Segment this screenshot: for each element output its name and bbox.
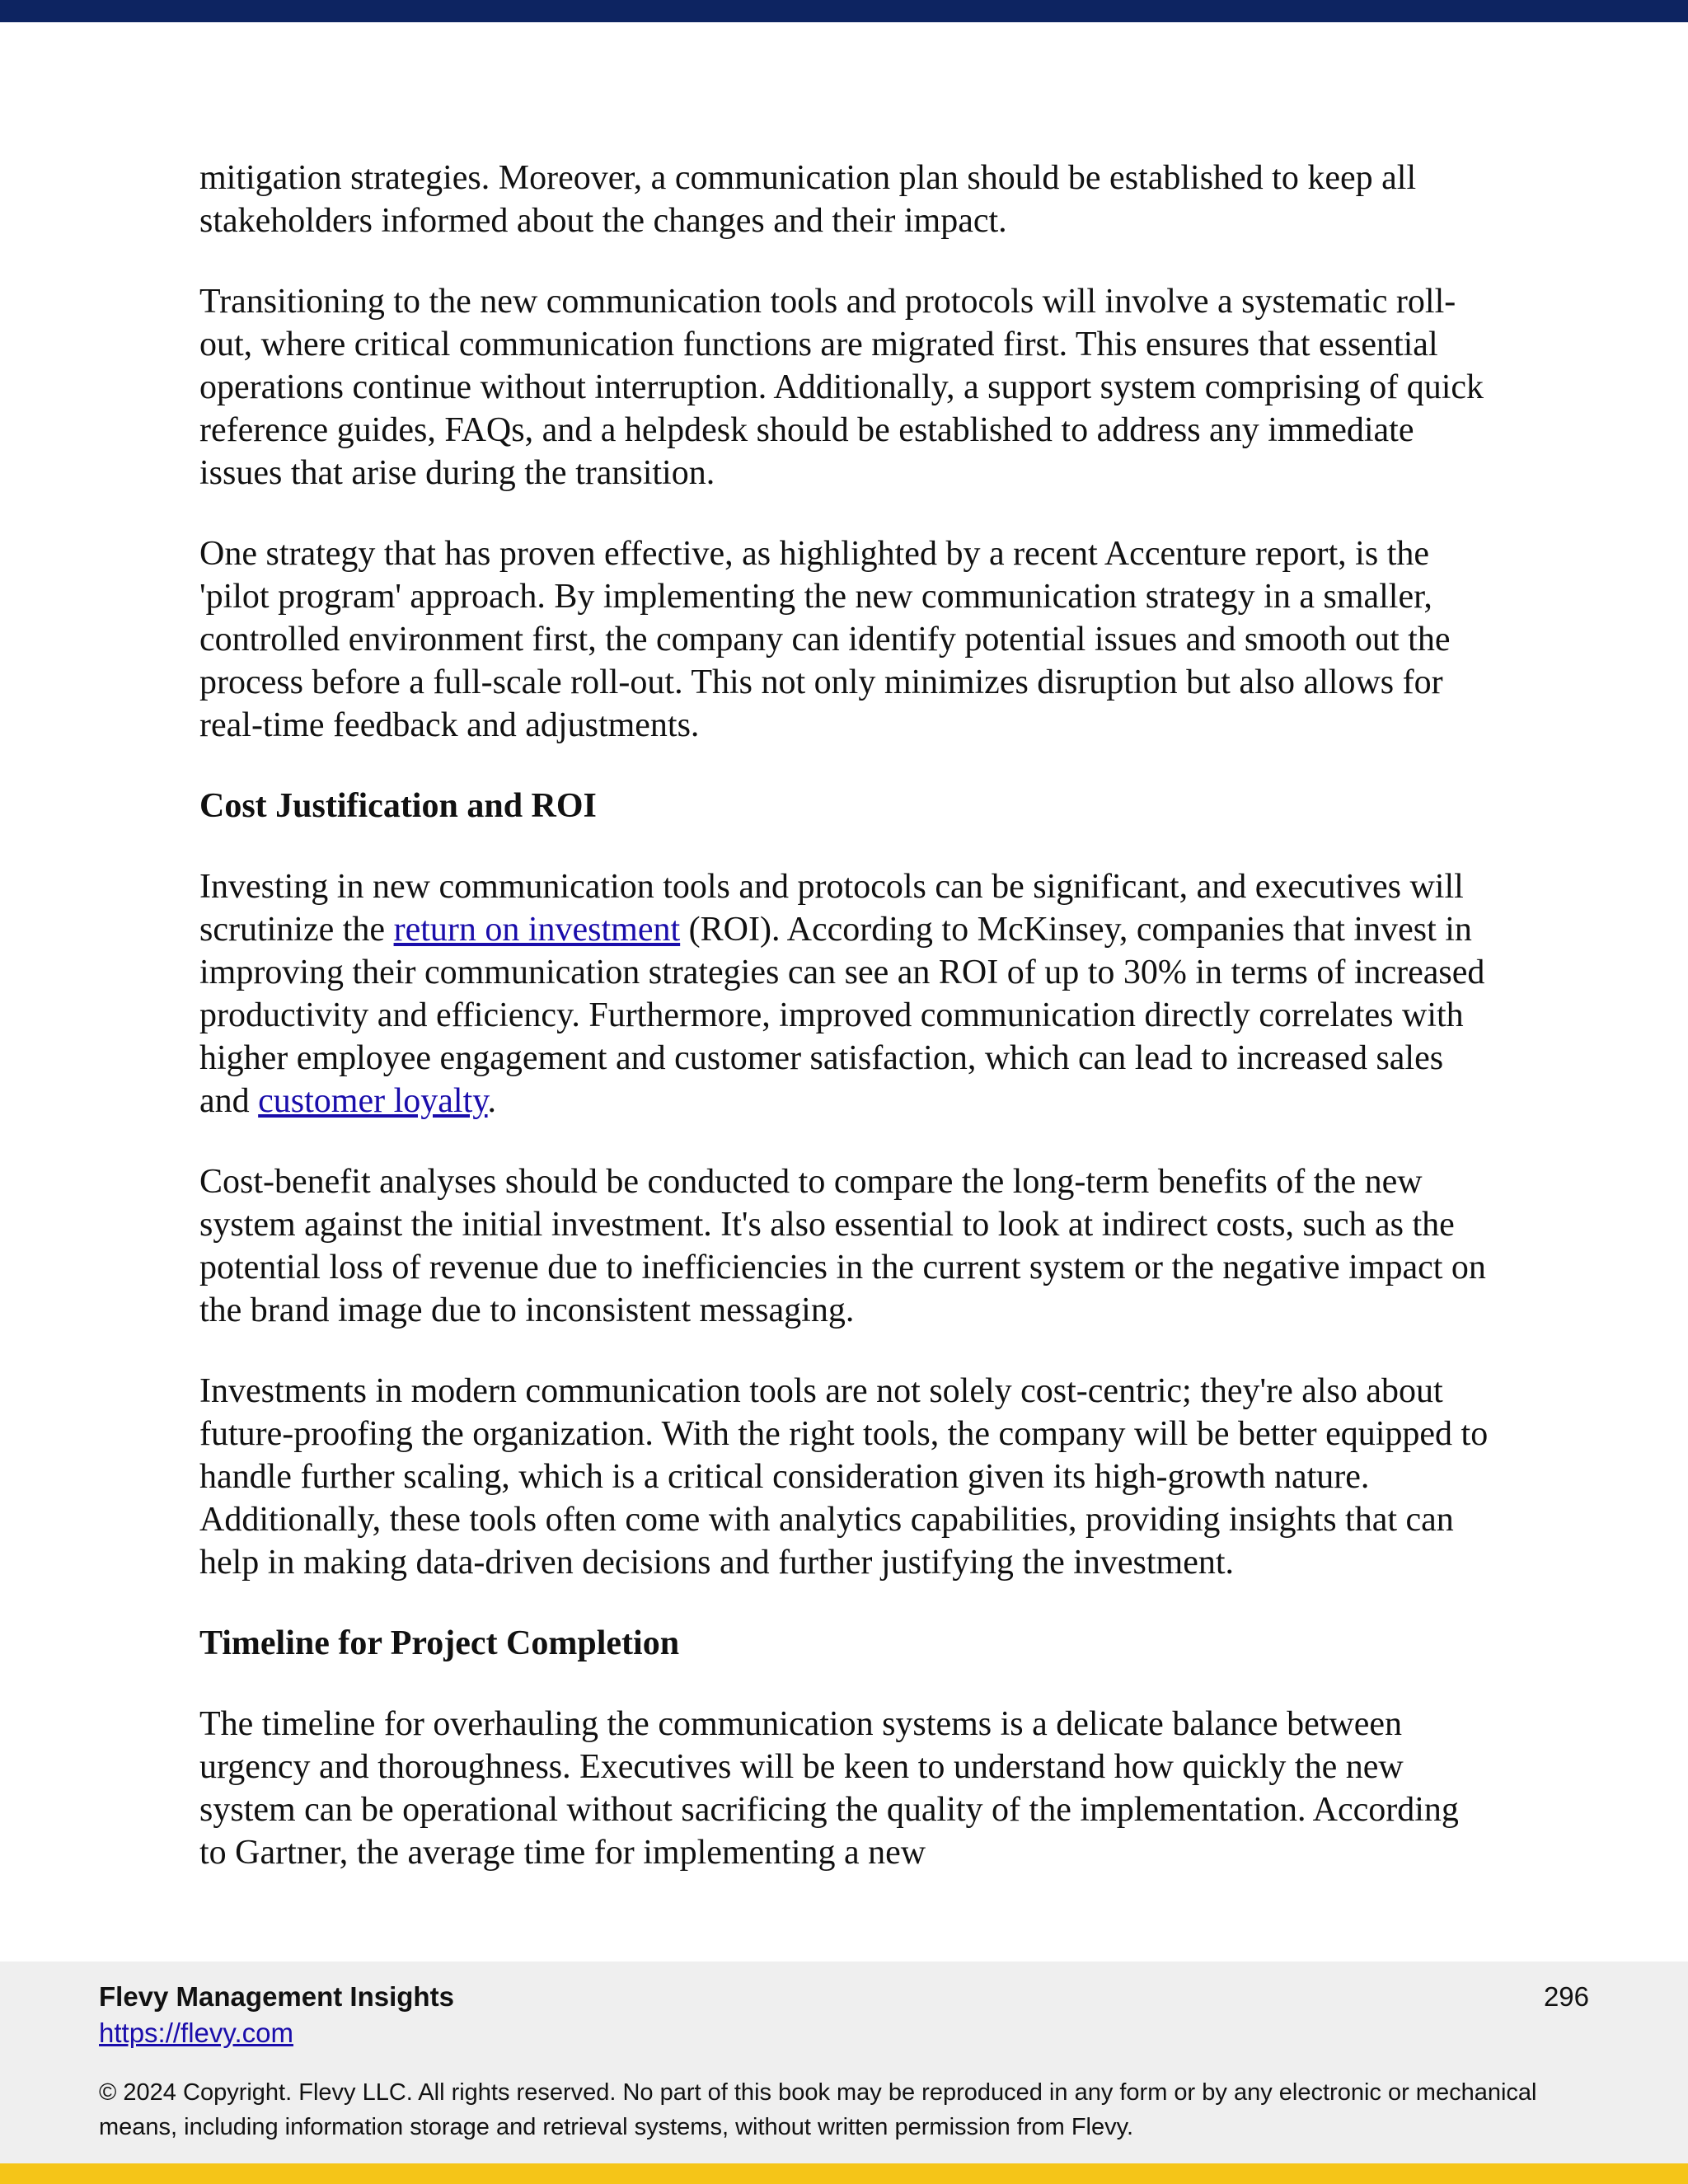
paragraph: The timeline for overhauling the communication systems is a delicate balance between urgency and thoroughness. Executives will be keen to understand how quickly the new system can be operational without sacrificing the quality of the implementation. According to Gartner, the average time for implementing a new — [199, 1705, 1459, 1872]
page-body — [199, 157, 1493, 1912]
paragraph: mitigation strategies. Moreover, a communication plan should be established to keep all stakeholders informed about the changes and their impact. — [199, 159, 1417, 240]
paragraph — [199, 865, 1493, 1122]
section-heading-timeline: Timeline for Project Completion — [199, 1624, 680, 1662]
page-footer — [0, 1961, 1688, 2163]
paragraph-text: Investing in new communication tools and protocols can be significant, and executives will scrutinize the — [199, 868, 1464, 949]
paragraph: One strategy that has proven effective, as highlighted by a recent Accenture report, is the 'pilot program' approach. By implementing the new communication strategy in a smaller, controlled environment first, the company can identify potential issues and smooth out the process before a full-scale roll-out. This not only minimizes disruption but also allows for real-time feedback and adjustments. — [199, 535, 1451, 744]
paragraph-text: (ROI). According to McKinsey, companies that invest in improving their communication strategies can see an ROI of up to 30% in terms of increased productivity and efficiency. Furthermore, improved communication directly correlates with higher employee engagement and customer satisfaction, which can lead to increased sales and — [199, 911, 1485, 1120]
paragraph: Transitioning to the new communication tools and protocols will involve a systematic roll-out, where critical communication functions are migrated first. This ensures that essential operations continue without interruption. Additionally, a support system comprising of quick reference guides, FAQs, and a helpdesk should be established to address any immediate issues that arise during the transition. — [199, 283, 1484, 492]
paragraph-text: . — [487, 1082, 497, 1120]
copyright-notice: © 2024 Copyright. Flevy LLC. All rights reserved. No part of this book may be reproduced in any form or by any electronic or mechanical means, including information storage and retrieval systems, without written permission from Flevy. — [99, 2079, 1537, 2140]
paragraph: Investments in modern communication tools are not solely cost-centric; they're also about future-proofing the organization. With the right tools, the company will be better equipped to handle further scaling, which is a critical consideration given its high-growth nature. Additionally, these tools often come with analytics capabilities, providing insights that can help in making data-driven decisions and further justifying the investment. — [199, 1372, 1489, 1582]
customer-loyalty-link[interactable]: customer loyalty — [258, 1082, 488, 1120]
footer-brand: Flevy Management Insights — [99, 1981, 454, 2012]
paragraph: Cost-benefit analyses should be conducted to compare the long-term benefits of the new system against the initial investment. It's also essential to look at indirect costs, such as the potential loss of revenue due to inefficiencies in the current system or the negative impact on the brand image due to inconsistent messaging. — [199, 1163, 1486, 1329]
bottom-accent-bar — [0, 2163, 1688, 2184]
page-number: 296 — [1543, 1981, 1589, 2012]
return-on-investment-link[interactable]: return on investment — [393, 911, 681, 949]
section-heading-cost-justification: Cost Justification and ROI — [199, 787, 597, 825]
footer-website-link[interactable]: https://flevy.com — [99, 2018, 293, 2048]
top-accent-bar — [0, 0, 1688, 22]
